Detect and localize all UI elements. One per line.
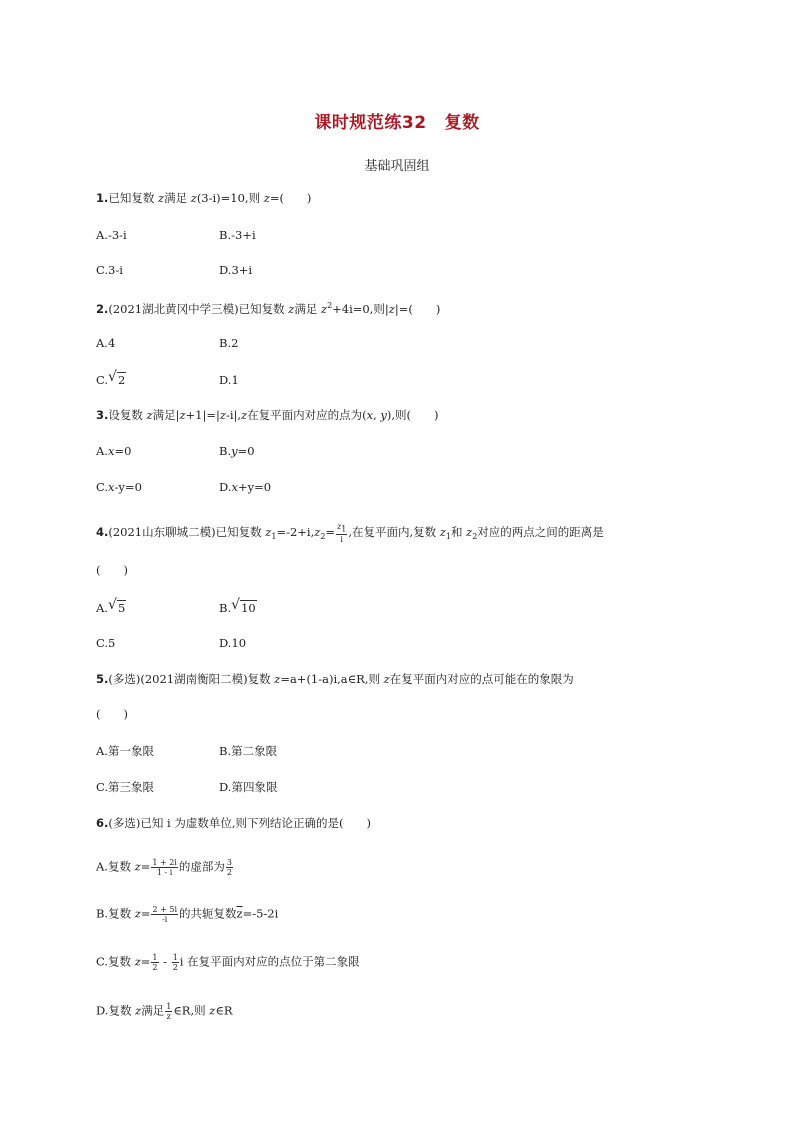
q3-option-c-value: -y=0	[114, 480, 142, 494]
question-4: 4.(2021山东聊城二模)已知复数 $z_1=-2+i,z_2=$ $\frac{z_1}{i}$ ,在复平面内,复数 $z_1$和 $z_2$对应的两点之间的距离是	[96, 522, 604, 544]
q3-option-c: C.x-y=0	[96, 480, 142, 494]
q4-text-eq1: =-2+i,	[276, 524, 315, 539]
q6-a-frac-num: 1 + 2i	[152, 858, 177, 867]
question-number: 5.	[96, 672, 109, 686]
q2-option-a: A.4	[96, 336, 116, 350]
question-number: 6.	[96, 816, 109, 830]
q6-b-pre: B.复数	[96, 906, 135, 921]
page-title-main: 课时规范练32	[314, 113, 427, 133]
q3-text-tail: 在复平面内对应的点为(	[247, 408, 367, 422]
question-number: 2.	[96, 301, 109, 316]
q3-option-a-label: A.	[96, 444, 108, 458]
q3-text-eq: +1|=|	[185, 408, 220, 422]
q6-b-frac-num: 2 + 5i	[152, 905, 177, 914]
q6-d-pre: D.复数	[96, 1003, 136, 1018]
q3-option-b-label: B.	[219, 444, 232, 458]
q1-text-eq: (3-i)=10,则	[196, 191, 264, 205]
q6-c-pre: C.复数	[96, 954, 135, 969]
q6-c-f2-den: 2	[172, 963, 178, 972]
q1-option-a: A.-3-i	[96, 228, 127, 242]
q4-option-b-label: B.	[219, 601, 232, 615]
fraction	[151, 905, 178, 924]
q6-a-val-den: 2	[226, 868, 232, 877]
q5-option-a: A.第一象限	[96, 744, 154, 758]
question-6	[96, 815, 371, 831]
q2-option-b: B.2	[219, 336, 239, 350]
q6-c-post: i 在复平面内对应的点位于第二象限	[179, 954, 360, 969]
fraction	[226, 858, 233, 877]
q6-b-post: 的共轭复数	[179, 906, 237, 921]
q4-option-a-label: A.	[96, 601, 108, 615]
sqrt-symbol: √ 5	[107, 597, 126, 615]
q5-paren: ( )	[96, 707, 128, 721]
q4-text-end: 对应的两点之间的距离是	[477, 524, 604, 539]
q4-option-b	[219, 597, 257, 616]
q6-option-a: A.复数 z= $\frac{1 + 2i}{1 - i}$ 的虚部为 $\frac{3}{2}$	[96, 858, 232, 877]
fraction	[151, 858, 178, 877]
q1-text-end: =( )	[269, 191, 312, 205]
question-number: 1.	[96, 191, 109, 205]
question-number: 4.	[96, 524, 109, 539]
q4-paren: ( )	[96, 563, 128, 577]
question-2: 2.(2021湖北黄冈中学三模)已知复数 z满足 $z^2+4i=0$,则|z|=( )	[96, 301, 441, 316]
q6-a-pre: A.复数	[96, 859, 135, 874]
q5-text-pre: 复数	[247, 672, 275, 686]
q2-option-d: D.1	[219, 373, 239, 387]
q3-text-pre: 设复数	[108, 408, 147, 422]
q6-c-f1-den: 2	[152, 963, 158, 972]
q4-option-d: D.10	[219, 636, 247, 650]
q5-source: (多选)(2021湖南衡阳二模)	[108, 672, 248, 686]
q4-option-a	[96, 597, 126, 616]
q5-option-c: C.第三象限	[96, 780, 155, 794]
q5-text-end: 在复平面内对应的点可能在的象限为	[389, 672, 574, 686]
q6-c-f1-num: 1	[152, 953, 158, 962]
q1-option-c: C.3-i	[96, 263, 123, 277]
q6-a-val-num: 3	[226, 858, 232, 867]
q1-option-d: D.3+i	[219, 263, 253, 277]
q3-option-b: B.y=0	[219, 444, 255, 458]
q4-sqrt-a-value: 5	[117, 601, 126, 615]
q6-a-post: 的虚部为	[178, 859, 225, 874]
q3-option-d-value: +y=0	[237, 480, 272, 494]
q2-source: (2021湖北黄冈中学三模)	[108, 301, 239, 316]
q6-d-end: ∈R	[215, 1003, 233, 1018]
q4-sqrt-b-value: 10	[241, 601, 256, 615]
q3-text-end: ),则( )	[386, 408, 439, 422]
q6-a-frac-den: 1 - i	[156, 868, 173, 877]
q6-option-b: B.复数 z= $\frac{2 + 5i}{-i}$ 的共轭复数$\overline{z}=-5-2i$	[96, 905, 279, 924]
q6-text: (多选)已知 i 为虚数单位,则下列结论正确的是( )	[108, 816, 371, 830]
q6-d-frac-num: 1	[166, 1002, 172, 1011]
q3-option-c-label: C.	[96, 480, 109, 494]
q6-b-value: =-5-2i	[242, 906, 279, 921]
q6-d-frac-den: z	[166, 1012, 171, 1021]
q3-option-b-value: =0	[237, 444, 255, 458]
question-number: 3.	[96, 408, 109, 422]
question-3: 3.设复数 z满足|z+1|=|z-i|,z在复平面内对应的点为(x, y),则( )	[96, 408, 439, 422]
q6-option-d: D.复数 z满足 $\frac{1}{z}$ ∈R,则 z∈R	[96, 1002, 233, 1021]
q4-text-tail: ,在复平面内,复数	[348, 524, 440, 539]
sqrt-symbol: √ 10	[231, 597, 256, 615]
q4-source: (2021山东聊城二模)	[108, 524, 216, 539]
q2-option-c	[96, 369, 126, 388]
q3-option-a-value: =0	[114, 444, 132, 458]
sqrt-symbol: √ 2	[108, 369, 126, 387]
q6-d-post: ∈R,则	[173, 1003, 210, 1018]
q5-text-eq: =a+(1-a)i,a∈R,则	[280, 672, 384, 686]
q3-option-d: D.x+y=0	[219, 480, 272, 494]
q3-option-a: A.x=0	[96, 444, 132, 458]
q2-text-pre: 已知复数	[238, 301, 289, 316]
question-5: 5.(多选)(2021湖南衡阳二模)复数 z=a+(1-a)i,a∈R,则 z在复平面内对应的点可能在的象限为	[96, 672, 574, 686]
fraction: $\frac{z_1}{i}$	[337, 522, 347, 544]
page-title	[0, 108, 794, 133]
question-1: 1.已知复数 z满足 z(3-i)=10,则 z=( )	[96, 191, 312, 205]
q1-text-mid: 满足	[164, 191, 191, 205]
q5-option-b: B.第二象限	[219, 744, 278, 758]
q6-option-c: C.复数 z= $\frac{1}{2}$ - $\frac{1}{2}$ i 在复平面内对应的点位于第二象限	[96, 953, 360, 972]
q2-option-c-label: C.	[96, 373, 109, 387]
section-title: 基础巩固组	[364, 159, 430, 174]
q4-text-pre: 已知复数	[215, 524, 266, 539]
q2-sqrt-value: 2	[118, 373, 126, 387]
fraction	[172, 953, 179, 972]
q2-text-mid: 满足	[294, 301, 321, 316]
q2-text-end: |=( )	[394, 301, 441, 316]
q3-text-eq2: -i|,	[225, 408, 242, 422]
fraction	[165, 1002, 172, 1021]
page-title-sub: 复数	[444, 113, 480, 133]
q3-text-mid: 满足|	[152, 408, 180, 422]
q2-text-eq: +4i=0,则|	[332, 301, 389, 316]
q3-option-d-label: D.	[219, 480, 232, 494]
q6-d-mid: 满足	[141, 1003, 165, 1018]
q4-text-eq2: =	[325, 524, 336, 539]
q6-b-frac-den: -i	[162, 915, 168, 924]
q1-text-pre: 已知复数	[108, 191, 159, 205]
q6-c-f2-num: 1	[172, 953, 178, 962]
q6-c-mid: -	[159, 954, 171, 969]
q1-option-b: B.-3+i	[219, 228, 256, 242]
fraction	[151, 953, 158, 972]
q4-text-and: 和	[450, 524, 467, 539]
q4-option-c: C.5	[96, 636, 116, 650]
q5-option-d: D.第四象限	[219, 780, 278, 794]
